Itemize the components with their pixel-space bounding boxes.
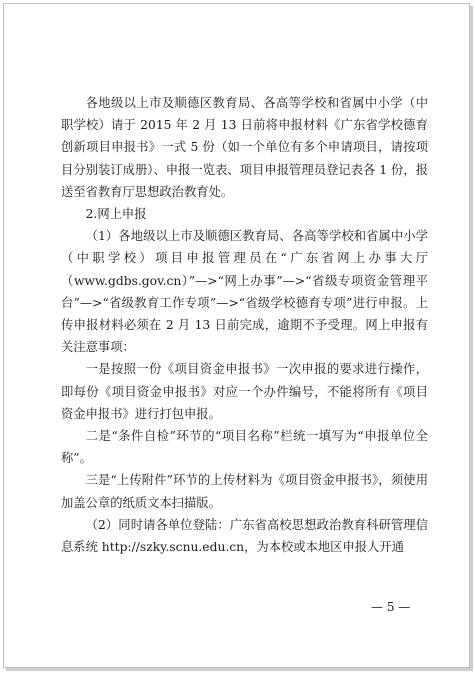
paragraph-online-step-1: （1）各地级以上市及顺德区教育局、各高等学校和省属中小学（中职学校）项目申报管理员在“广东省网上办事大厅（www.gdbs.gov.cn）”—>“网上办事”—>“省级专项资金管理平台”—>“省级教育工作专项”—>“省级学校德育专项”进行申报。上传申报材料必须在 2 月 13 日前完成，逾期不予受理。网上申报有关注意事项：	[61, 229, 428, 355]
paragraph-note-2: 二是“条件自检”环节的“项目名称”栏统一填写为“申报单位全称”。	[61, 429, 428, 466]
page-number: — 5 —	[371, 600, 411, 614]
paragraph-online-step-2: （2）同时请各单位登陆：广东省高校思想政治教育科研管理信息系统 http://szky.scnu.edu.cn，为本校或本地区申报人开通	[61, 517, 428, 555]
paragraph-note-3: 三是“上传附件”环节的上传材料为《项目资金申报书》，须使用加盖公章的纸质文本扫描版。	[61, 473, 428, 510]
paragraph-submission: 各地级以上市及顺德区教育局、各高等学校和省属中小学（中职学校）请于 2015 年 2 月 13 日前将申报材料《广东省学校德育创新项目申报书》一式 5 份（如一个单位有多个申请项目，请按项目分别装订成册）、申报一览表、项目申报管理员登记表各 1 份，报送至省教育厅思想政治教育处。	[61, 96, 428, 199]
document-body	[61, 92, 428, 558]
section-heading-online: 2.网上申报	[85, 207, 147, 222]
paragraph-note-1: 一是按照一份《项目资金申报书》一次申报的要求进行操作，即每份《项目资金申报书》对应一个办件编号，不能将所有《项目资金申报书》进行打包申报。	[61, 362, 428, 421]
